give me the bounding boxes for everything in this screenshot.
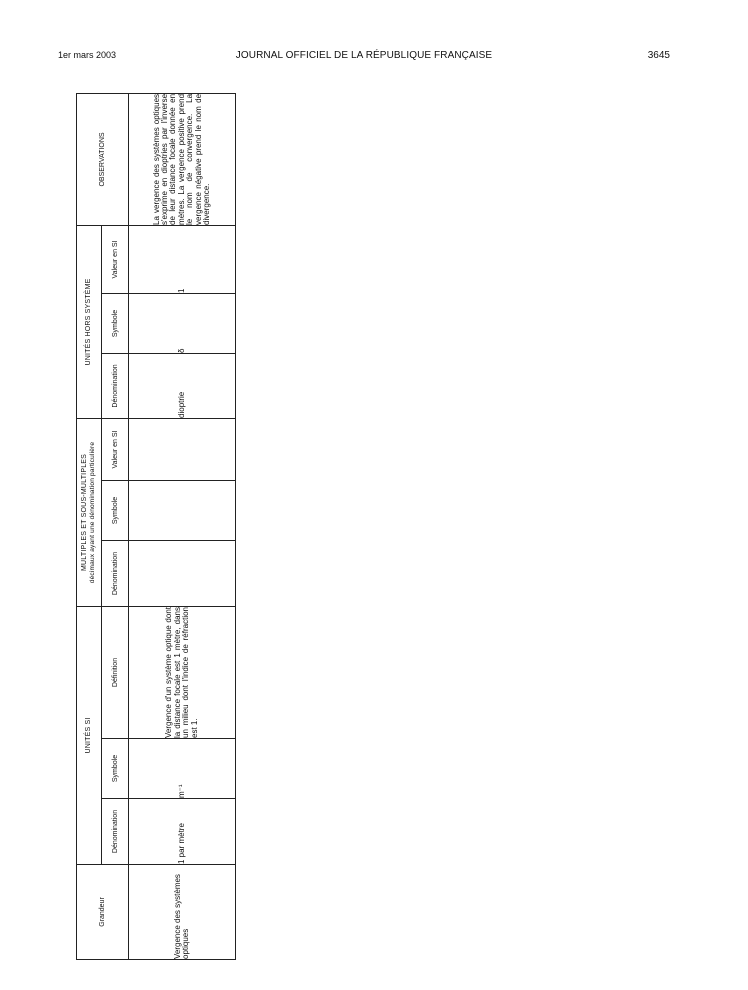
cell-si-denomination: 1 par mètre xyxy=(129,799,236,865)
page-header xyxy=(58,50,670,64)
header-si-denomination: Dénomination xyxy=(102,799,129,865)
header-hors-valeur: Valeur en SI xyxy=(102,225,129,293)
cell-hors-denomination: dioptrie xyxy=(129,353,236,418)
cell-mult-denomination xyxy=(129,541,236,607)
header-mult-valeur: Valeur en SI xyxy=(102,418,129,480)
header-hors-denomination: Dénomination xyxy=(102,353,129,418)
units-table-rotated xyxy=(76,94,236,960)
cell-mult-valeur xyxy=(129,418,236,480)
header-unites-si: UNITÉS SI xyxy=(77,607,102,865)
header-observations: OBSERVATIONS xyxy=(77,93,129,225)
units-table xyxy=(76,93,236,960)
header-mult-symbole: Symbole xyxy=(102,481,129,541)
issue-date: 1er mars 2003 xyxy=(58,50,117,60)
cell-grandeur: Vergence des systèmes optiques xyxy=(129,865,236,960)
header-si-definition: Définition xyxy=(102,607,129,739)
cell-observations: La vergence des systèmes optiques s'exprime en dioptries par l'inverse de leur distance focale donnée en mètres. La vergence positive prend le nom de convergence. La vergence négative prend le nom de divergence. xyxy=(129,93,236,225)
page-number: 3645 xyxy=(647,50,670,61)
table-row xyxy=(129,93,236,959)
cell-hors-valeur: 1 xyxy=(129,225,236,293)
cell-si-definition: Vergence d'un système optique dont la distance focale est 1 mètre, dans un milieu dont l'indice de réfraction est 1. xyxy=(129,607,236,739)
header-multiples-line1: MULTIPLES ET SOUS-MULTIPLES xyxy=(81,453,88,572)
header-hors-symbole: Symbole xyxy=(102,293,129,353)
header-multiples-line2: décimaux ayant une dénomination particulière xyxy=(89,441,96,584)
header-si-symbole: Symbole xyxy=(102,739,129,799)
header-grandeur: Grandeur xyxy=(77,865,129,960)
journal-title: JOURNAL OFFICIEL DE LA RÉPUBLIQUE FRANÇAISE xyxy=(235,50,493,61)
cell-mult-symbole xyxy=(129,481,236,541)
header-unites-hors-systeme: UNITÉS HORS SYSTÈME xyxy=(77,225,102,418)
cell-si-symbole: m⁻¹ xyxy=(129,739,236,799)
header-multiples xyxy=(77,418,102,606)
header-mult-denomination: Dénomination xyxy=(102,541,129,607)
cell-hors-symbole: δ xyxy=(129,293,236,353)
